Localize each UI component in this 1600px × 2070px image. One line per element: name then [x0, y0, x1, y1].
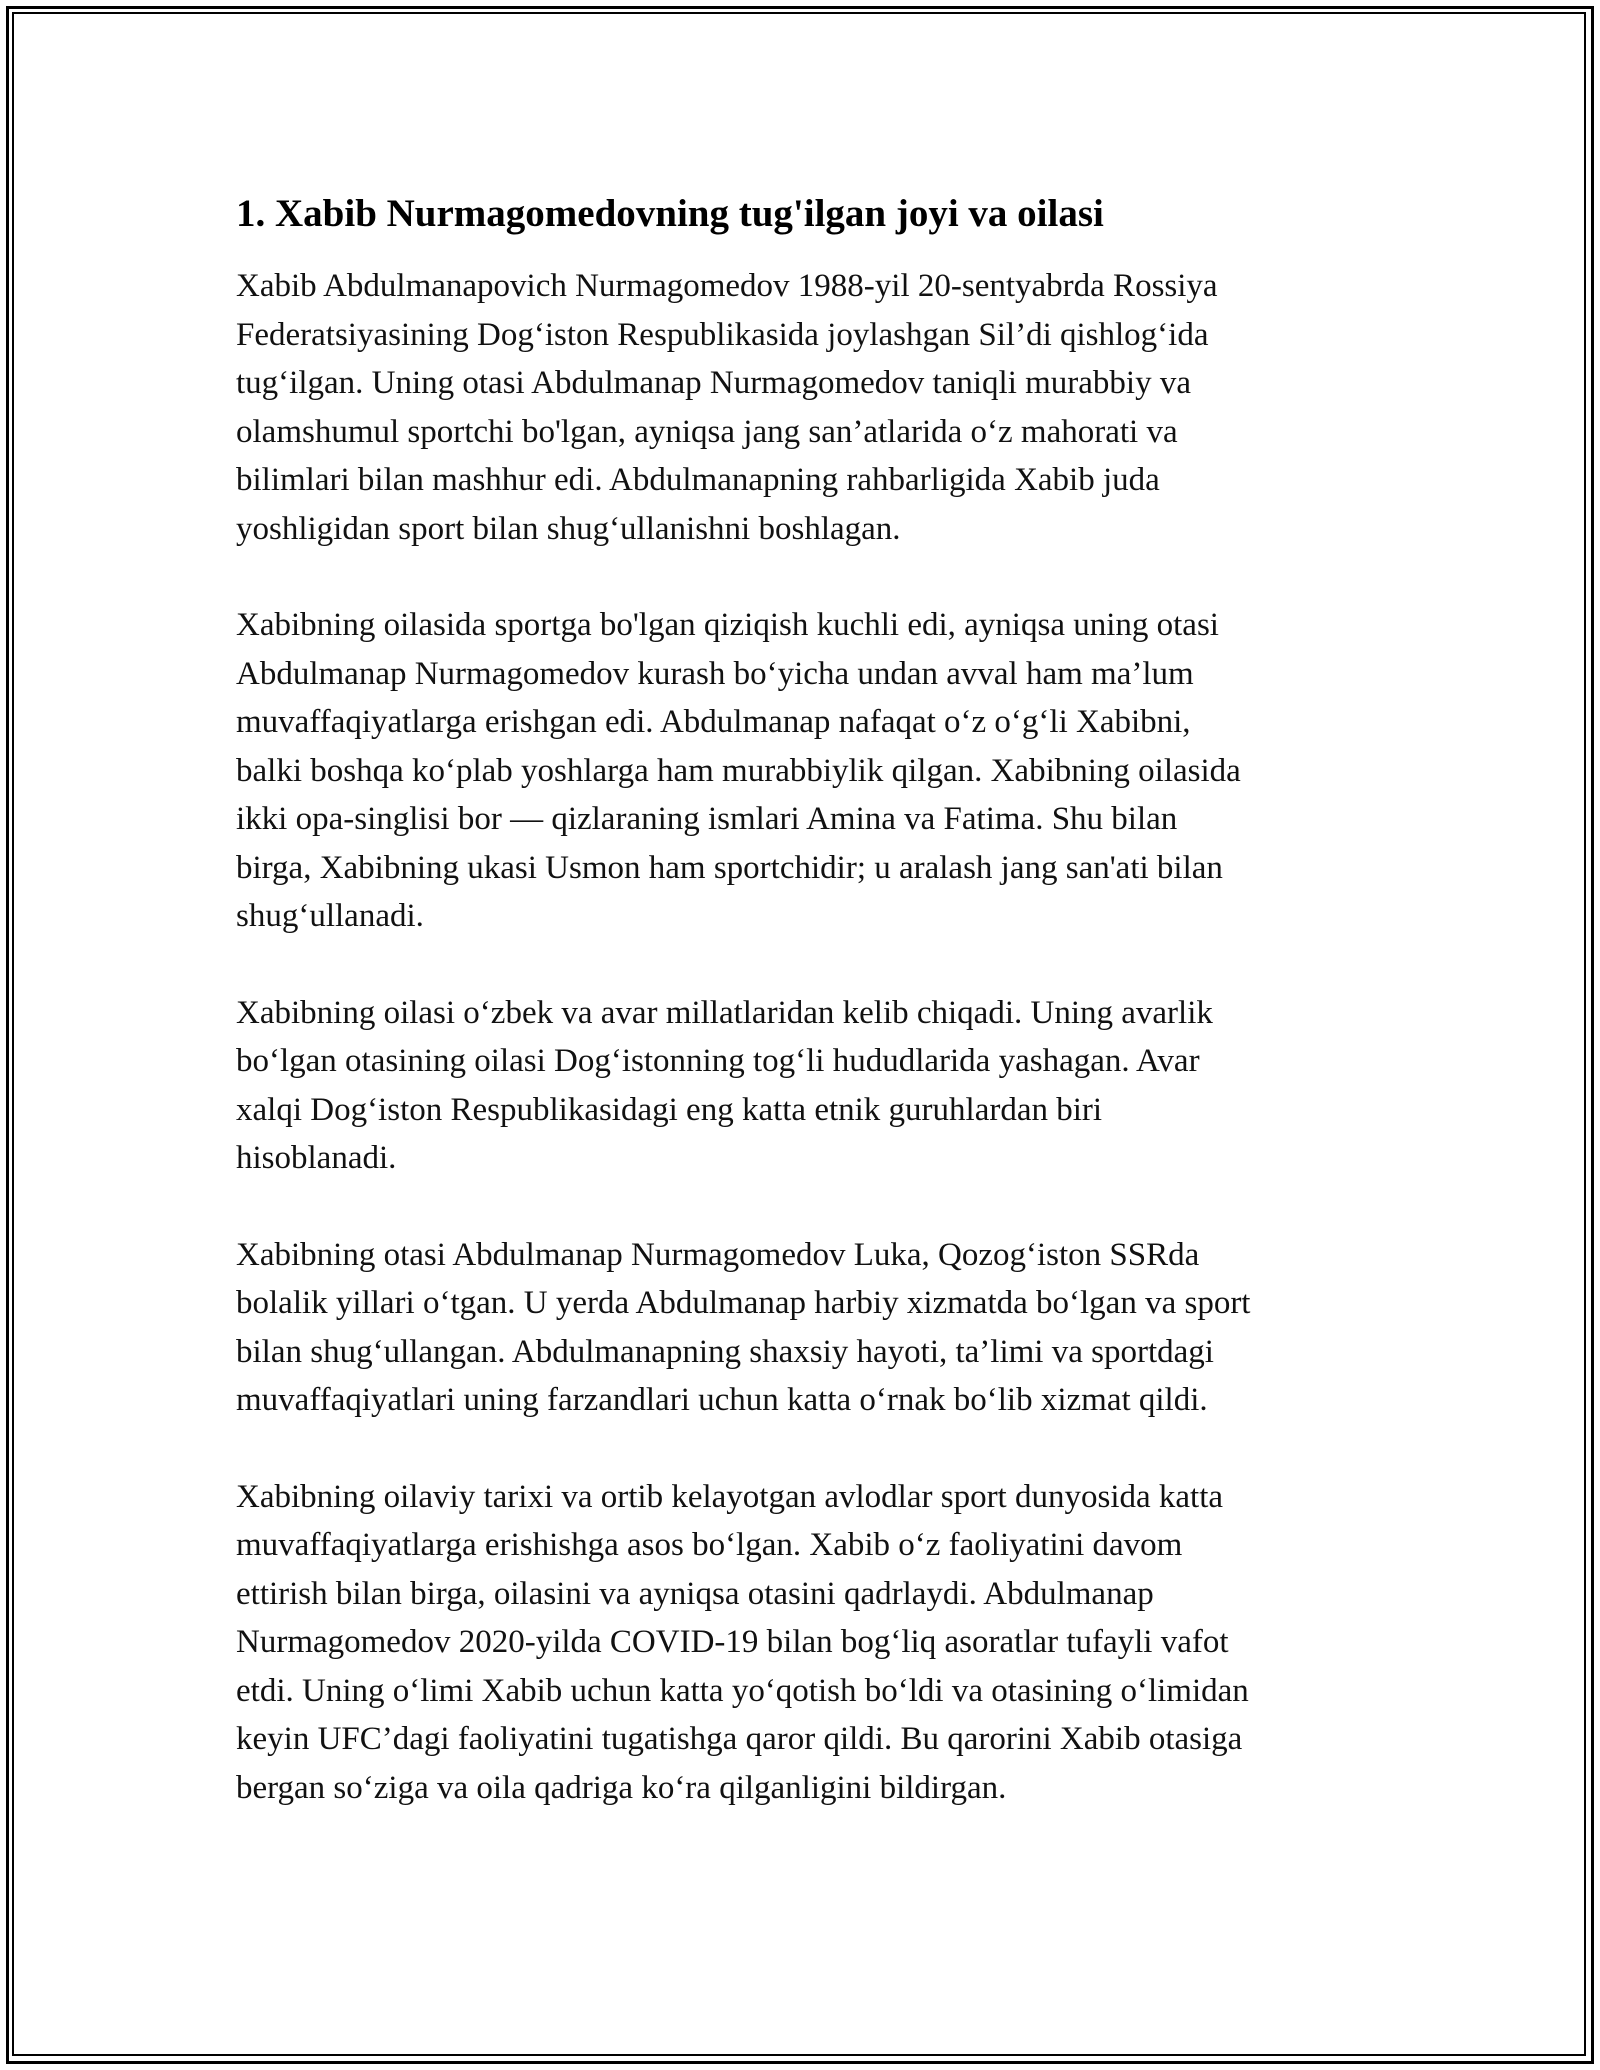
paragraph-line: muvaffaqiyatlari uning farzandlari uchun katta o‘rnak bo‘lib xizmat qildi. [236, 1382, 1208, 1418]
paragraph-line: bergan so‘ziga va oila qadriga ko‘ra qilganligini bildirgan. [236, 1769, 1007, 1806]
paragraph-line: tug‘ilgan. Uning otasi Abdulmanap Nurmagomedov taniqli murabbiy va [236, 365, 1192, 401]
paragraph-line: muvaffaqiyatlarga erishishga asos bo‘lgan. Xabib o‘z faoliyatini davom [236, 1527, 1183, 1563]
paragraph-line: yoshligidan sport bilan shug‘ullanishni boshlagan. [236, 510, 901, 547]
paragraph-line: Nurmagomedov 2020-yilda COVID-19 bilan bog‘liq asoratlar tufayli vafot [236, 1624, 1229, 1660]
paragraph-line: bo‘lgan otasining oilasi Dog‘istonning tog‘li hududlarida yashagan. Avar [236, 1043, 1200, 1079]
paragraph-line: bilimlari bilan mashhur edi. Abdulmanapning rahbarligida Xabib juda [236, 462, 1160, 498]
paragraph-line: olamshumul sportchi bo'lgan, ayniqsa jang san’atlarida o‘z mahorati va [236, 413, 1178, 450]
paragraph-line: Xabibning otasi Abdulmanap Nurmagomedov Luka, Qozog‘iston SSRda [236, 1236, 1200, 1273]
paragraph [236, 989, 1376, 1183]
paragraph-line: Xabib Abdulmanapovich Nurmagomedov 1988-yil 20-sentyabrda Rossiya [236, 268, 1218, 304]
paragraph-line: ikki opa-singlisi bor — qizlaraning ismlari Amina va Fatima. Shu bilan [236, 801, 1178, 837]
paragraph [236, 1473, 1376, 1813]
paragraph-line: etdi. Uning o‘limi Xabib uchun katta yo‘qotish bo‘ldi va otasining o‘limidan [236, 1672, 1249, 1709]
paragraph-list [236, 262, 1376, 1812]
document-body [236, 186, 1376, 1860]
paragraph-line: ettirish bilan birga, oilasini va ayniqsa otasini qadrlaydi. Abdulmanap [236, 1575, 1154, 1612]
paragraph [236, 601, 1376, 941]
paragraph-line: keyin UFC’dagi faoliyatini tugatishga qaror qildi. Bu qarorini Xabib otasiga [236, 1721, 1243, 1757]
paragraph-line: Xabibning oilasi o‘zbek va avar millatlaridan kelib chiqadi. Uning avarlik [236, 994, 1213, 1031]
paragraph-line: bilan shug‘ullangan. Abdulmanapning shaxsiy hayoti, ta’limi va sportdagi [236, 1333, 1214, 1370]
paragraph-line: birga, Xabibning ukasi Usmon ham sportchidir; u aralash jang san'ati bilan [236, 849, 1223, 886]
paragraph-line: shug‘ullanadi. [236, 898, 424, 934]
paragraph-line: xalqi Dog‘iston Respublikasidagi eng katta etnik guruhlardan biri [236, 1091, 1103, 1128]
paragraph-line: Abdulmanap Nurmagomedov kurash bo‘yicha undan avval ham ma’lum [236, 655, 1194, 692]
paragraph [236, 1231, 1376, 1425]
paragraph-line: Xabibning oilasida sportga bo'lgan qiziqish kuchli edi, ayniqsa uning otasi [236, 607, 1219, 643]
paragraph-line: balki boshqa ko‘plab yoshlarga ham murabbiylik qilgan. Xabibning oilasida [236, 752, 1241, 789]
paragraph [236, 262, 1376, 553]
paragraph-line: bolalik yillari o‘tgan. U yerda Abdulmanap harbiy xizmatda bo‘lgan va sport [236, 1285, 1251, 1321]
section-heading: 1. Xabib Nurmagomedovning tug'ilgan joyi va oilasi [236, 192, 1104, 235]
paragraph-line: hisoblanadi. [236, 1140, 397, 1176]
paragraph-line: muvaffaqiyatlarga erishgan edi. Abdulmanap nafaqat o‘z o‘g‘li Xabibni, [236, 704, 1191, 740]
paragraph-line: Xabibning oilaviy tarixi va ortib kelayotgan avlodlar sport dunyosida katta [236, 1478, 1224, 1515]
paragraph-line: Federatsiyasining Dog‘iston Respublikasida joylashgan Sil’di qishlog‘ida [236, 316, 1209, 353]
